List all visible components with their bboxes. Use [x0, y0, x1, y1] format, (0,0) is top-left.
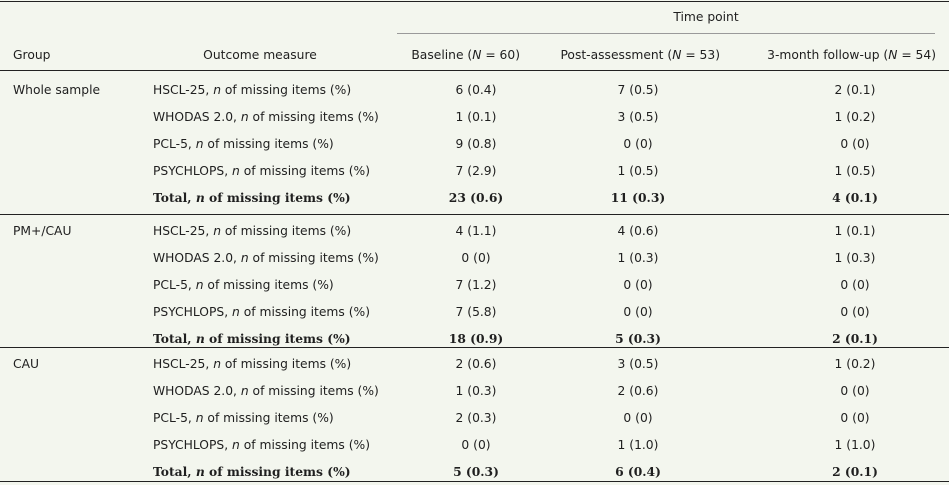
followup-value: 1 (0.2): [834, 357, 876, 371]
outcome-measure-label: HSCL-25, n of missing items (%): [153, 357, 352, 371]
followup-value: 0 (0): [840, 305, 870, 319]
outcome-measure-label: PSYCHLOPS, n of missing items (%): [153, 438, 371, 452]
outcome-measure-label: PCL-5, n of missing items (%): [153, 411, 334, 425]
baseline-value: 4 (1.1): [455, 224, 497, 238]
outcome-measure-label: PSYCHLOPS, n of missing items (%): [153, 305, 371, 319]
outcome-measure-label: WHODAS 2.0, n of missing items (%): [153, 384, 379, 398]
post-assessment-value: 11 (0.3): [610, 190, 666, 205]
followup-value: 2 (0.1): [834, 83, 876, 97]
post-assessment-value: 4 (0.6): [617, 224, 659, 238]
baseline-value: 7 (2.9): [455, 164, 497, 178]
post-assessment-value: 1 (0.5): [617, 164, 659, 178]
baseline-value: 9 (0.8): [455, 137, 497, 151]
followup-column-header: 3-month follow-up (N = 54): [767, 48, 936, 62]
outcome-measure-label: HSCL-25, n of missing items (%): [153, 83, 352, 97]
post-assessment-value: 2 (0.6): [617, 384, 659, 398]
outcome-measure-label: HSCL-25, n of missing items (%): [153, 224, 352, 238]
post-assessment-value: 0 (0): [623, 411, 653, 425]
baseline-value: 7 (5.8): [455, 305, 497, 319]
followup-value: 1 (0.3): [834, 251, 876, 265]
baseline-value: 0 (0): [461, 251, 491, 265]
baseline-value: 7 (1.2): [455, 278, 497, 292]
group-label: Whole sample: [13, 83, 101, 97]
post-assessment-value: 0 (0): [623, 278, 653, 292]
baseline-value: 1 (0.3): [455, 384, 497, 398]
post-assessment-value: 7 (0.5): [617, 83, 659, 97]
total-row-label: Total, n of missing items (%): [153, 464, 351, 479]
post-assessment-value: 6 (0.4): [615, 464, 661, 479]
group-label: PM+/CAU: [13, 224, 72, 238]
post-assessment-column-header: Post-assessment (N = 53): [560, 48, 720, 62]
header-rule: [0, 70, 949, 71]
followup-value: 1 (1.0): [834, 438, 876, 452]
baseline-value: 18 (0.9): [448, 331, 504, 346]
followup-value: 4 (0.1): [832, 190, 878, 205]
post-assessment-value: 1 (1.0): [617, 438, 659, 452]
group-divider: [0, 347, 949, 348]
followup-value: 1 (0.1): [834, 224, 876, 238]
time-point-header: Time point: [673, 10, 739, 24]
outcome-measure-label: WHODAS 2.0, n of missing items (%): [153, 251, 379, 265]
outcome-measure-label: WHODAS 2.0, n of missing items (%): [153, 110, 379, 124]
baseline-value: 0 (0): [461, 438, 491, 452]
followup-value: 1 (0.2): [834, 110, 876, 124]
post-assessment-value: 0 (0): [623, 137, 653, 151]
time-point-underline: [397, 33, 935, 34]
followup-value: 0 (0): [840, 384, 870, 398]
outcome-measure-column-header: Outcome measure: [203, 48, 317, 62]
table-bottom-rule: [0, 481, 949, 482]
baseline-value: 5 (0.3): [453, 464, 499, 479]
post-assessment-value: 5 (0.3): [615, 331, 661, 346]
baseline-value: 2 (0.6): [455, 357, 497, 371]
baseline-value: 23 (0.6): [448, 190, 504, 205]
group-column-header: Group: [13, 48, 51, 62]
outcome-measure-label: PCL-5, n of missing items (%): [153, 278, 334, 292]
group-label: CAU: [13, 357, 39, 371]
group-divider: [0, 214, 949, 215]
post-assessment-value: 3 (0.5): [617, 357, 659, 371]
outcome-measure-label: PCL-5, n of missing items (%): [153, 137, 334, 151]
table-top-rule: [0, 1, 949, 2]
baseline-value: 6 (0.4): [455, 83, 497, 97]
post-assessment-value: 1 (0.3): [617, 251, 659, 265]
post-assessment-value: 3 (0.5): [617, 110, 659, 124]
outcome-measure-label: PSYCHLOPS, n of missing items (%): [153, 164, 371, 178]
total-row-label: Total, n of missing items (%): [153, 331, 351, 346]
baseline-column-header: Baseline (N = 60): [411, 48, 520, 62]
followup-value: 1 (0.5): [834, 164, 876, 178]
baseline-value: 1 (0.1): [455, 110, 497, 124]
followup-value: 0 (0): [840, 278, 870, 292]
post-assessment-value: 0 (0): [623, 305, 653, 319]
followup-value: 0 (0): [840, 411, 870, 425]
followup-value: 0 (0): [840, 137, 870, 151]
total-row-label: Total, n of missing items (%): [153, 190, 351, 205]
followup-value: 2 (0.1): [832, 464, 878, 479]
baseline-value: 2 (0.3): [455, 411, 497, 425]
followup-value: 2 (0.1): [832, 331, 878, 346]
